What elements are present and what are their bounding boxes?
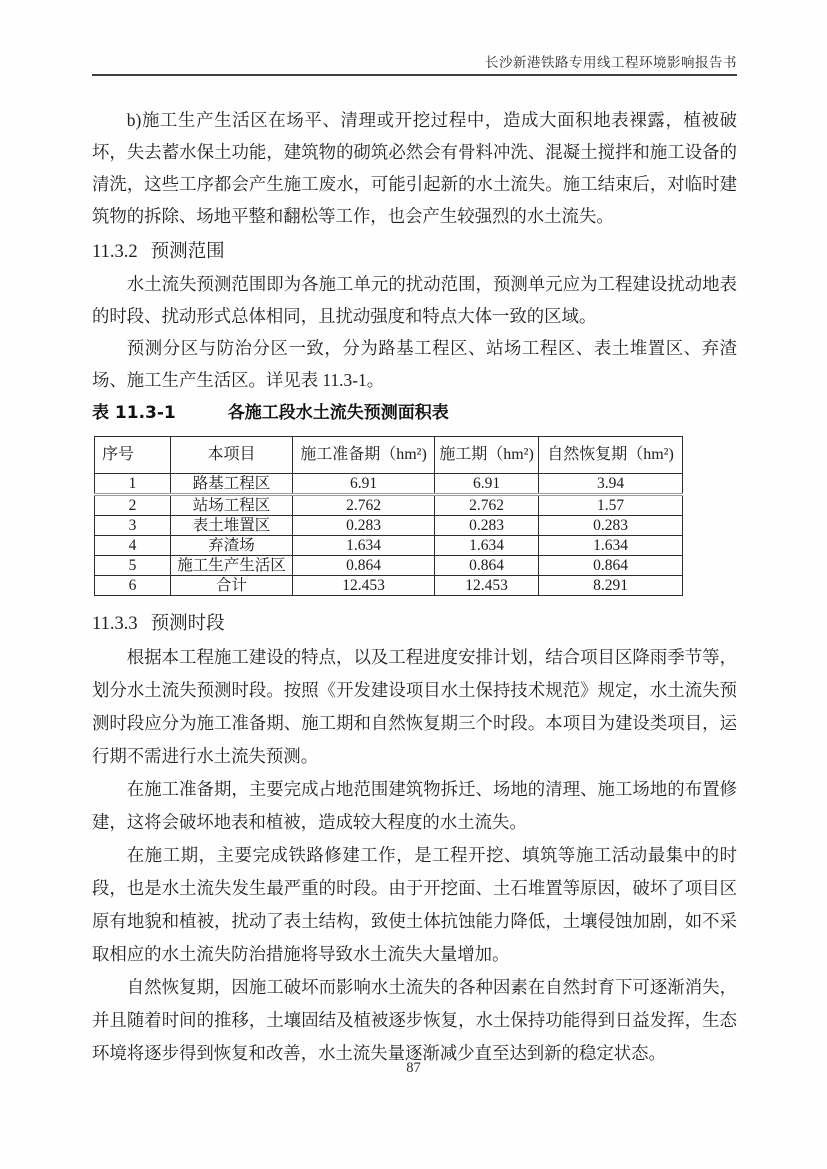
paragraph-line: 在施工期，主要完成铁路修建工作，是工程开挖、填筑等施工活动最集中的时	[126, 845, 737, 865]
table-row	[95, 495, 683, 516]
table-cell: 0.283	[539, 516, 683, 536]
table-cell: 路基工程区	[171, 474, 293, 495]
table-column-header: 施工准备期（hm²)	[293, 437, 435, 474]
section-number: 11.3.3	[92, 614, 138, 634]
table-cell: 0.864	[435, 556, 539, 576]
table-cell: 0.864	[539, 556, 683, 576]
table-caption	[92, 398, 737, 428]
table-cell: 弃渣场	[171, 536, 293, 556]
paragraph-line: 原有地貌和植被，扰动了表土结构，致使土体抗蚀能力降低，土壤侵蚀加剧，如不采	[92, 911, 737, 931]
table-header-row	[95, 437, 683, 474]
table-column-header: 施工期（hm²)	[435, 437, 539, 474]
paragraph-line: 在施工准备期，主要完成占地范围建筑物拆迁、场地的清理、施工场地的布置修	[126, 779, 737, 799]
paragraph-natural-recovery-period	[92, 971, 737, 1070]
paragraph-line: 测时段应分为施工准备期、施工期和自然恢复期三个时段。本项目为建设类项目，运	[92, 713, 737, 733]
paragraph-prediction-period	[92, 641, 737, 773]
table-cell: 合计	[171, 576, 293, 596]
table-cell: 5	[95, 556, 171, 576]
table-cell: 施工生产生活区	[171, 556, 293, 576]
paragraph-line: 环境将逐步得到恢复和改善，水土流失量逐渐减少直至达到新的稳定状态。	[92, 1043, 666, 1063]
paragraph-line: 建，这将会破坏地表和植被，造成较大程度的水土流失。	[92, 812, 527, 832]
table-cell: 3.94	[539, 474, 683, 495]
paragraph-line: 取相应的水土流失防治措施将导致水土流失大量增加。	[92, 944, 510, 964]
soil-erosion-prediction-area-table	[94, 436, 683, 596]
paragraph-line: 行期不需进行水土流失预测。	[92, 746, 319, 766]
paragraph-line: 自然恢复期，因施工破坏而影响水土流失的各种因素在自然封育下可逐渐消失，	[126, 977, 737, 997]
paragraph-line: 根据本工程施工建设的特点，以及工程进度安排计划，结合项目区降雨季节等，	[126, 647, 737, 667]
table-cell: 6.91	[293, 474, 435, 495]
table-cell: 12.453	[293, 576, 435, 596]
table-cell: 6	[95, 576, 171, 596]
table-cell: 1	[95, 474, 171, 495]
table-cell: 3	[95, 516, 171, 536]
table-row	[95, 516, 683, 536]
table-row	[95, 556, 683, 576]
table-cell: 1.634	[293, 536, 435, 556]
paragraph-prediction-scope-1	[92, 268, 737, 332]
table-cell: 站场工程区	[171, 495, 293, 516]
table-cell: 4	[95, 536, 171, 556]
paragraph-line: 并且随着时间的推移，土壤固结及植被逐步恢复，水土保持功能得到日益发挥，生态	[92, 1010, 737, 1030]
table-cell: 2	[95, 495, 171, 516]
table-cell: 6.91	[435, 474, 539, 495]
table-row	[95, 536, 683, 556]
table-caption-title: 各施工段水土流失预测面积表	[227, 403, 449, 423]
table-cell: 表土堆置区	[171, 516, 293, 536]
section-heading-11-3-2	[92, 236, 737, 268]
paragraph-line: 的时段、扰动形式总体相同，且扰动强度和特点大体一致的区域。	[92, 306, 597, 326]
section-title: 预测范围	[150, 242, 225, 262]
table-column-header: 自然恢复期（hm²)	[539, 437, 683, 474]
paragraph-construction-living-area	[92, 104, 737, 232]
paragraph-line: 场、施工生产生活区。详见表 11.3-1。	[92, 370, 385, 390]
table-cell: 2.762	[435, 495, 539, 516]
table-cell: 0.864	[293, 556, 435, 576]
table-column-header: 本项目	[171, 437, 293, 474]
header-divider	[92, 74, 737, 76]
paragraph-line: 水土流失预测范围即为各施工单元的扰动范围，预测单元应为工程建设扰动地表	[126, 274, 737, 294]
table-row	[95, 576, 683, 596]
table-cell: 8.291	[539, 576, 683, 596]
table-cell: 1.57	[539, 495, 683, 516]
paragraph-preparation-period	[92, 773, 737, 839]
section-heading-11-3-3	[92, 608, 737, 641]
table-cell: 2.762	[293, 495, 435, 516]
paragraph-line: 筑物的拆除、场地平整和翻松等工作，也会产生较强烈的水土流失。	[92, 206, 614, 226]
table-header-row	[95, 437, 683, 474]
paragraph-prediction-scope-2	[92, 332, 737, 396]
page-number: 87	[406, 1060, 421, 1076]
paragraph-construction-period	[92, 839, 737, 971]
paragraph-line: 预测分区与防治分区一致，分为路基工程区、站场工程区、表土堆置区、弃渣	[126, 338, 737, 358]
section-title: 预测时段	[150, 614, 225, 634]
table-column-header: 序号	[95, 437, 171, 474]
table-cell: 12.453	[435, 576, 539, 596]
paragraph-line: b)施工生产生活区在场平、清理或开挖过程中，造成大面积地表裸露，植被破	[126, 110, 737, 130]
table-cell: 1.634	[435, 536, 539, 556]
table-caption-label: 表 11.3-1	[92, 403, 176, 423]
paragraph-line: 坏，失去蓄水保土功能，建筑物的砌筑必然会有骨料冲洗、混凝土搅拌和施工设备的	[92, 142, 737, 162]
table-cell: 0.283	[435, 516, 539, 536]
paragraph-line: 段，也是水土流失发生最严重的时段。由于开挖面、土石堆置等原因，破坏了项目区	[92, 878, 737, 898]
table-cell: 1.634	[539, 536, 683, 556]
paragraph-line: 划分水土流失预测时段。按照《开发建设项目水土保持技术规范》规定，水土流失预	[92, 680, 737, 700]
table-cell: 0.283	[293, 516, 435, 536]
paragraph-line: 清洗，这些工序都会产生施工废水，可能引起新的水土流失。施工结束后，对临时建	[92, 174, 737, 194]
section-number: 11.3.2	[92, 242, 138, 262]
page-content	[92, 104, 737, 1070]
table-body	[95, 474, 683, 596]
table-row	[95, 474, 683, 495]
page-header-title: 长沙新港铁路专用线工程环境影响报告书	[485, 55, 737, 70]
